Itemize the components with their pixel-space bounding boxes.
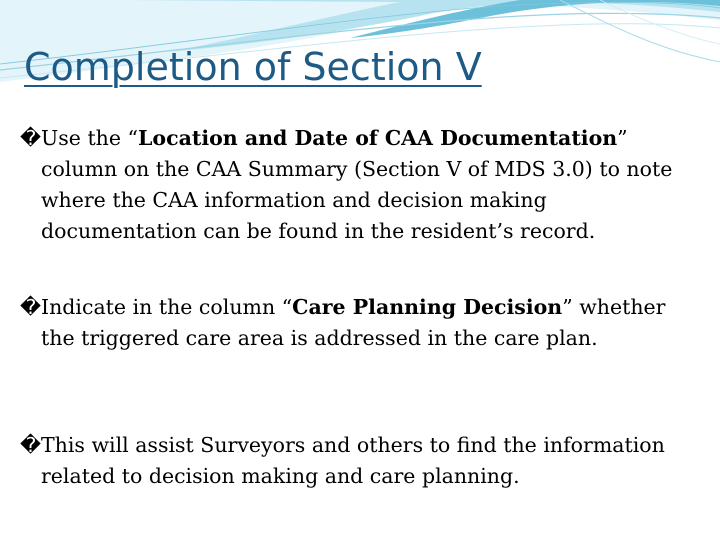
bullet-marker-icon: � <box>20 433 42 457</box>
bullet-item <box>20 430 701 492</box>
bullet-marker-icon: � <box>20 126 42 150</box>
bullet-text-pre: Use the “ <box>41 126 139 150</box>
bullet-text <box>41 295 665 350</box>
bullet-item <box>20 292 701 354</box>
bullet-text-pre: Indicate in the column “ <box>41 295 293 319</box>
bullet-text <box>41 126 672 243</box>
bullet-text-bold: Location and Date of CAA Documentation <box>138 126 618 150</box>
bullet-marker-icon: � <box>20 295 42 319</box>
bullet-item <box>20 123 701 247</box>
bullet-text-bold: Care Planning Decision <box>292 295 563 319</box>
bullet-text: This will assist Surveyors and others to find the information related to decision making and care planning. <box>41 433 665 488</box>
bullet-text-post: ” whether the triggered care area is addressed in the care plan. <box>41 295 666 350</box>
slide-title: Completion of Section V <box>24 45 482 89</box>
bullet-text-post: ” column on the CAA Summary (Section V of MDS 3.0) to note where the CAA information and decision making documentation can be found in the resident’s record. <box>41 126 673 243</box>
